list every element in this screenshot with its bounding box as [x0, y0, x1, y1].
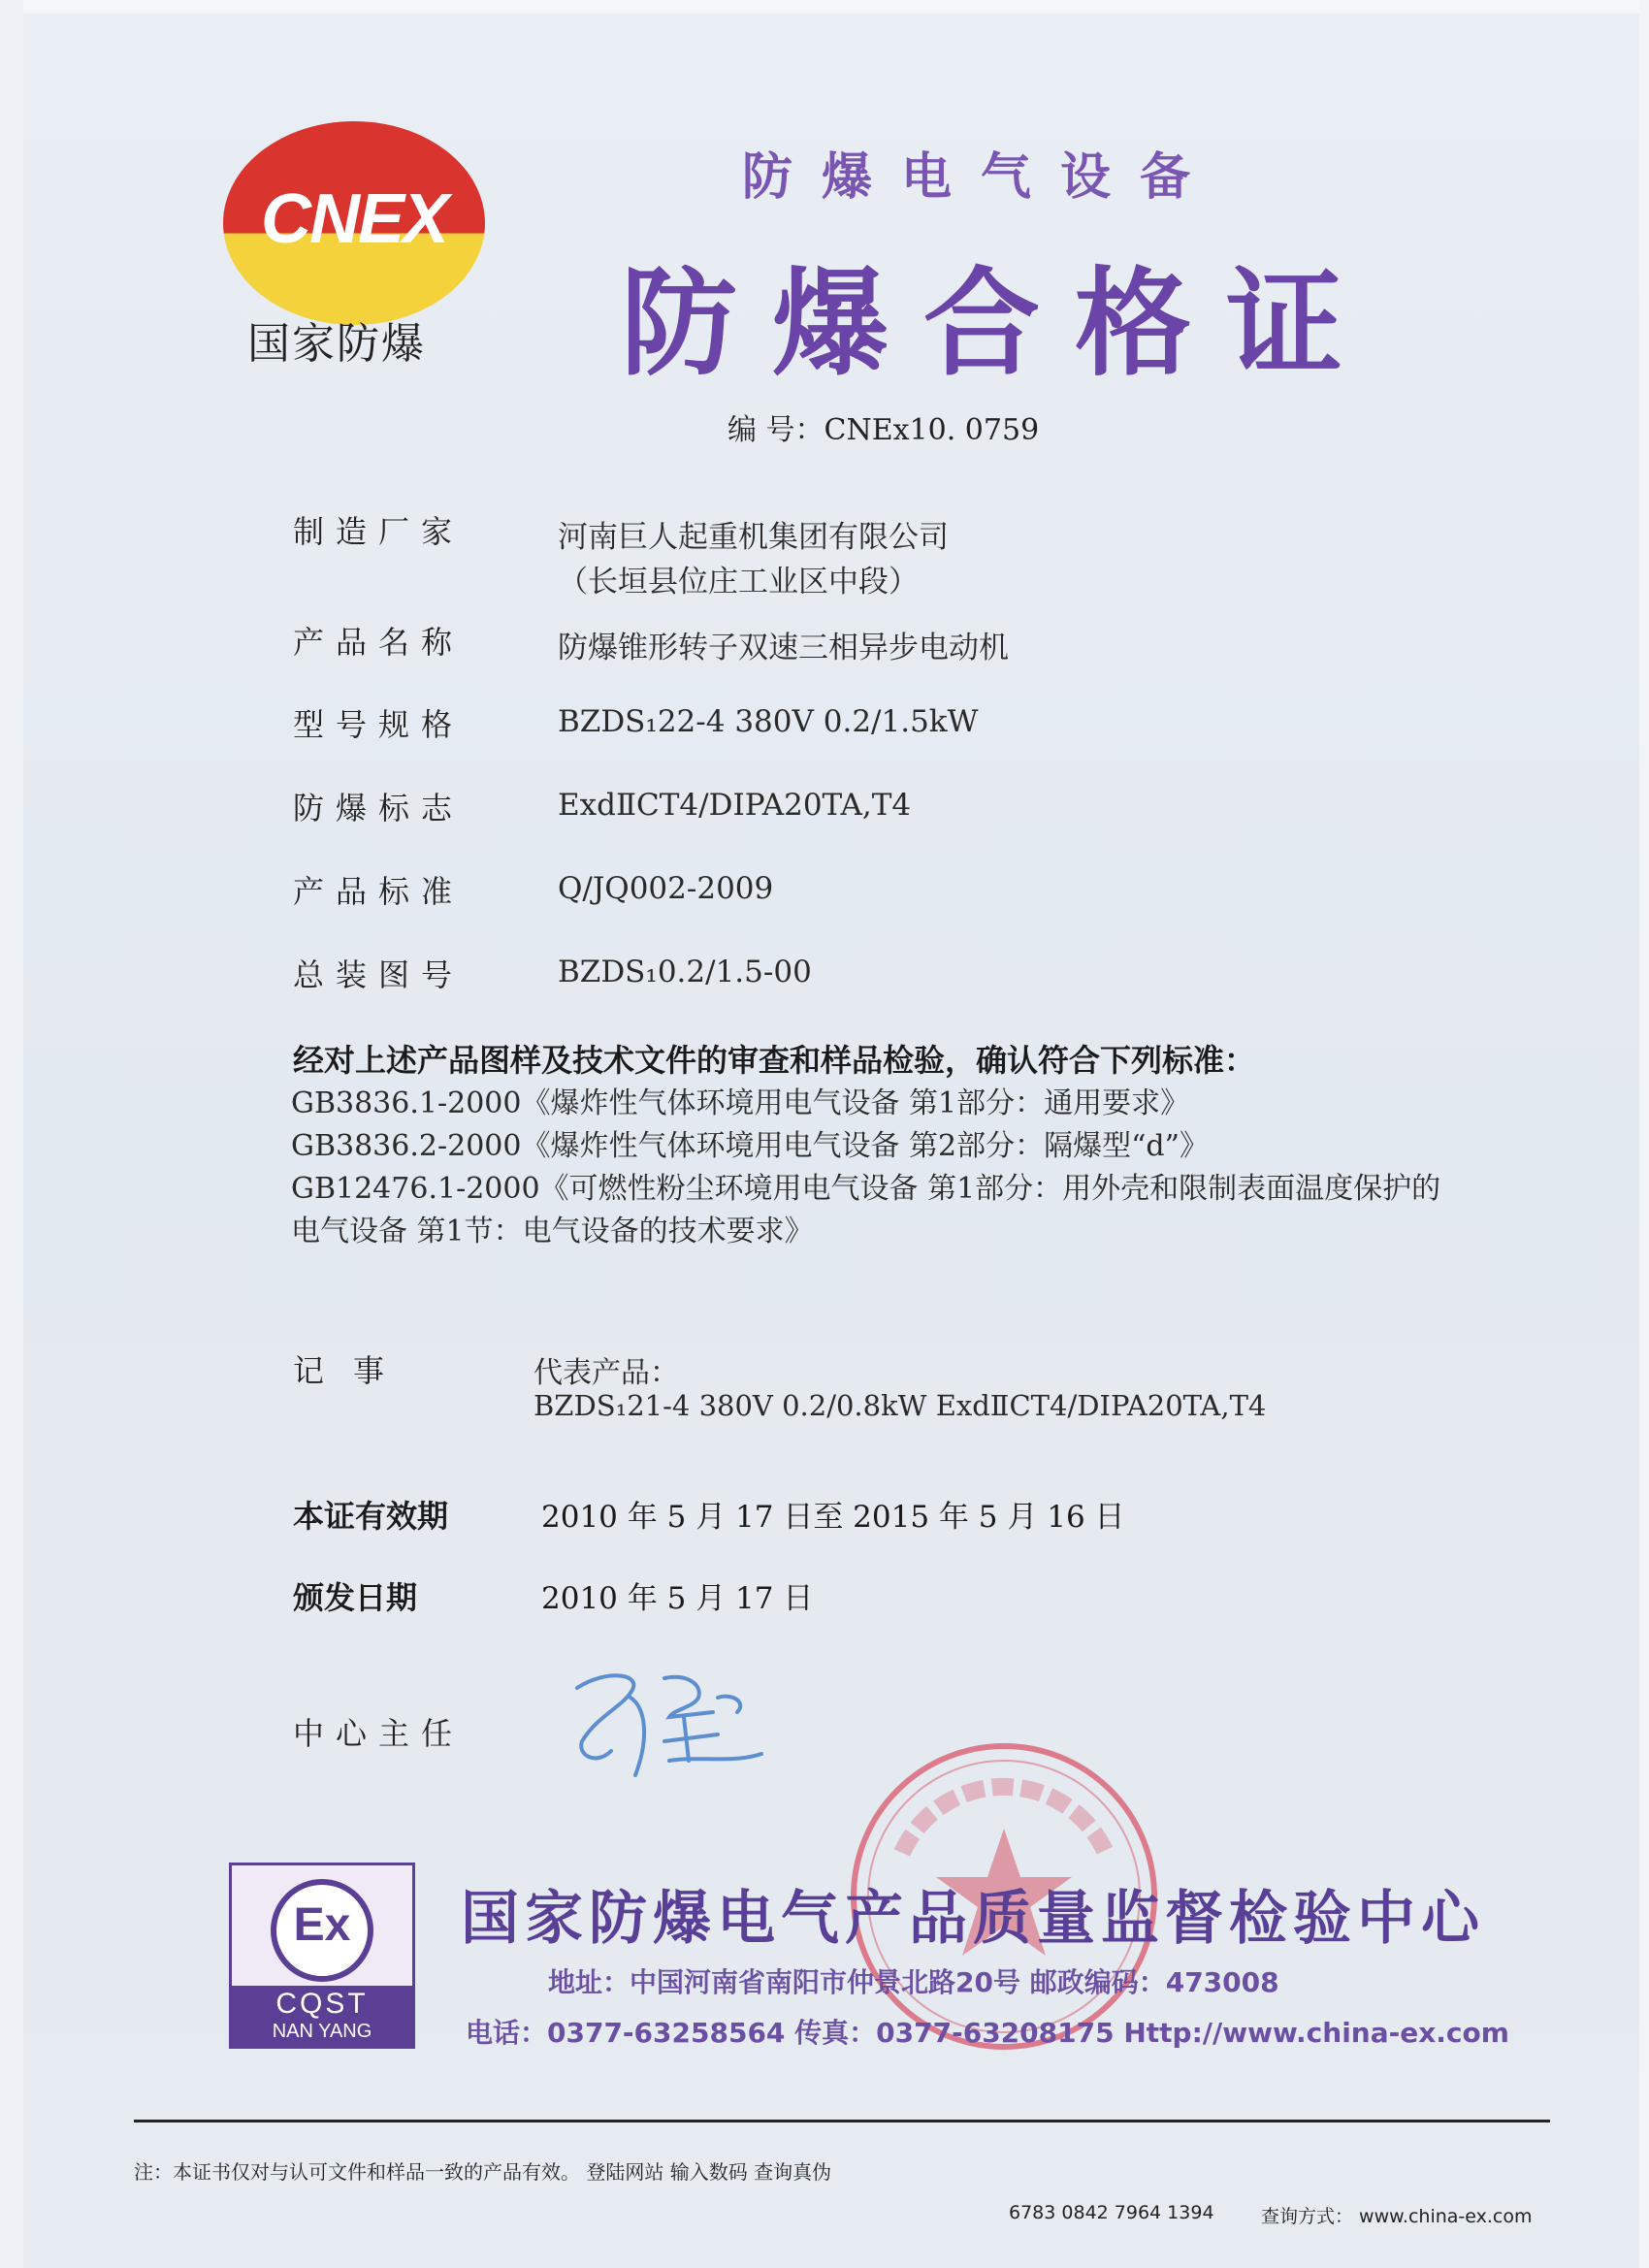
ex-logo-cqst: CQST — [275, 1988, 369, 2020]
field-value-ex-marking: ExdⅡCT4/DIPA20TA,T4 — [558, 788, 912, 823]
footer-note: 注：本证书仅对与认可文件和样品一致的产品有效。 登陆网站 输入数码 查询真伪 — [134, 2160, 832, 2184]
field-label-ex-marking: 防爆标志 — [293, 790, 465, 826]
field-value-product-standard: Q/JQ002-2009 — [558, 871, 774, 906]
issuing-organization: 国家防爆电气产品质量监督检验中心 — [461, 1885, 1485, 1953]
field-label-product-name: 产品名称 — [293, 624, 465, 661]
standard-line: GB12476.1-2000《可燃性粉尘环境用电气设备 第1部分：用外壳和限制表面温度保护的 — [291, 1172, 1441, 1206]
field-value-assembly-drawing: BZDS₁0.2/1.5-00 — [558, 955, 812, 989]
director-label: 中心主任 — [293, 1715, 465, 1752]
verification-website: 查询方式： www.china-ex.com — [1261, 2206, 1533, 2227]
standard-line: GB3836.2-2000《爆炸性气体环境用电气设备 第2部分：隔爆型“d”》 — [291, 1129, 1209, 1163]
issue-date-label: 颁发日期 — [293, 1579, 418, 1616]
validity-value: 2010 年 5 月 17 日至 2015 年 5 月 16 日 — [541, 1500, 1125, 1535]
standard-line: GB3836.1-2000《爆炸性气体环境用电气设备 第1部分：通用要求》 — [291, 1086, 1190, 1120]
certificate-title: 防爆合格证 — [621, 257, 1377, 392]
field-label-model: 型号规格 — [293, 706, 465, 743]
certificate-subtitle: 防爆电气设备 — [742, 148, 1220, 207]
field-label-assembly-drawing: 总装图号 — [293, 956, 465, 993]
director-signature — [538, 1649, 791, 1795]
ex-logo-text: Ex — [293, 1899, 351, 1951]
field-value-manufacturer: 河南巨人起重机集团有限公司 — [558, 520, 949, 555]
validity-label: 本证有效期 — [293, 1498, 449, 1535]
ex-cqst-logo — [229, 1863, 415, 2049]
verification-code: 6783 0842 7964 1394 — [1009, 2202, 1214, 2223]
field-value-product-name: 防爆锥形转子双速三相异步电动机 — [558, 631, 1009, 665]
field-value-manufacturer-address: （长垣县位庄工业区中段） — [558, 565, 919, 599]
brand-line: 国家防爆 — [247, 319, 426, 369]
issue-date-value: 2010 年 5 月 17 日 — [541, 1581, 814, 1616]
scan-edge-top — [0, 0, 1649, 14]
scan-edge-left — [0, 0, 23, 2268]
footer-divider — [134, 2120, 1550, 2122]
cnex-logo — [223, 121, 485, 330]
notes-title: 代表产品： — [534, 1356, 679, 1390]
organization-contact: 电话：0377-63258564 传真：0377-63208175 Http://www.china-ex.com — [466, 2017, 1509, 2049]
organization-address: 地址：中国河南省南阳市仲景北路20号 邮政编码：473008 — [548, 1966, 1279, 1998]
notes-label: 记事 — [293, 1352, 414, 1389]
notes-value: BZDS₁21-4 380V 0.2/0.8kW ExdⅡCT4/DIPA20TA,T4 — [534, 1389, 1267, 1422]
ex-logo-city: NAN YANG — [272, 2021, 372, 2042]
cnex-logo-text: CNEX — [260, 180, 448, 258]
field-label-manufacturer: 制造厂家 — [293, 513, 465, 550]
scan-edge-right — [1639, 0, 1649, 2268]
standard-line: 电气设备 第1节：电气设备的技术要求》 — [291, 1215, 814, 1248]
field-label-product-standard: 产品标准 — [293, 873, 465, 910]
standards-intro: 经对上述产品图样及技术文件的审查和样品检验，确认符合下列标准： — [293, 1042, 1256, 1079]
field-value-model: BZDS₁22-4 380V 0.2/1.5kW — [558, 704, 979, 739]
certificate-number: 编 号：CNEx10. 0759 — [728, 413, 1040, 447]
